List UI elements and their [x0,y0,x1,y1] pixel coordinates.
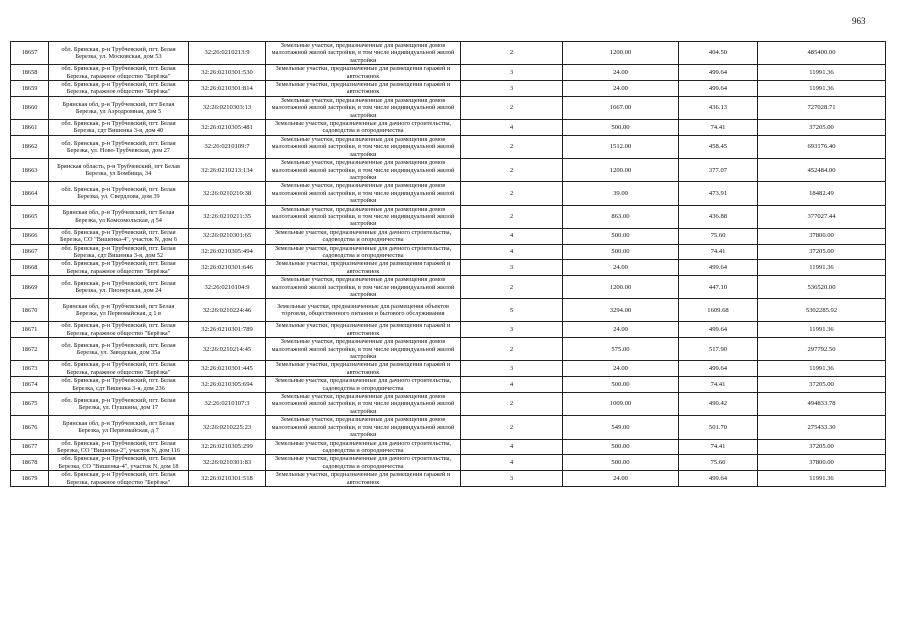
row-group: 2 [461,416,563,439]
page-number: 963 [852,16,866,26]
row-address: обл. Брянская, р-н Трубчевский, пгт. Белая Березка, гаражное общество "Берёзка" [49,322,189,338]
row-area: 24.00 [563,81,679,97]
row-specific-value: 501.70 [679,416,758,439]
row-land-use: Земельные участки, предназначенные для дачного строительства, садоводства и огородничества [266,439,461,455]
row-address: обл. Брянская, р-н Трубчевский, пгт. Белая Березка, гаражное общество "Берёзка" [49,65,189,81]
row-cadastral-number: 32:26:0210303:13 [189,96,266,119]
row-number: 18665 [11,205,49,228]
row-group: 3 [461,471,563,487]
row-specific-value: 490.42 [679,393,758,416]
row-area: 863.00 [563,205,679,228]
row-area: 500.00 [563,244,679,260]
row-group: 3 [461,65,563,81]
row-group: 3 [461,361,563,377]
row-specific-value: 499.64 [679,65,758,81]
table-row [11,416,886,439]
row-number: 18668 [11,260,49,276]
table-row [11,377,886,393]
row-cadastral-value: 727028.71 [758,96,886,119]
row-land-use: Земельные участки, предназначенные для размещения гаражей и автостоянок [266,65,461,81]
row-group: 4 [461,228,563,244]
row-cadastral-number: 32:26:0210301:814 [189,81,266,97]
row-address: Брянская обл, р-н Трубчевский, пгт Белая Березка, ул Комсомольская, д 54 [49,205,189,228]
row-address: Брянская область, р-н Трубчевский, пгт Белая Березка, ул Бомбища, 34 [49,159,189,182]
row-area: 24.00 [563,471,679,487]
row-group: 2 [461,135,563,158]
row-cadastral-number: 32:26:0210225:23 [189,416,266,439]
row-cadastral-value: 377027.44 [758,205,886,228]
row-cadastral-number: 32:26:0210305:481 [189,120,266,136]
row-cadastral-value: 11991.36 [758,81,886,97]
row-cadastral-value: 11991.36 [758,471,886,487]
row-address: обл. Брянская, р-н Трубчевский, пгт. Белая Березка, сдт Вишенка 3-я, дом 52 [49,244,189,260]
row-area: 1200.00 [563,276,679,299]
row-land-use: Земельные участки, предназначенные для дачного строительства, садоводства и огородничества [266,377,461,393]
row-address: Брянская обл, р-н Трубчевский, пгт Белая Березка, ул Аэродромная, дом 5 [49,96,189,119]
table-row [11,228,886,244]
row-specific-value: 404.50 [679,42,758,65]
row-address: обл. Брянская, р-н Трубчевский, пгт. Белая Березка, сдт Вишенка 3-я, дом 236 [49,377,189,393]
row-area: 1200.00 [563,159,679,182]
row-land-use: Земельные участки, предназначенные для размещения гаражей и автостоянок [266,361,461,377]
row-land-use: Земельные участки, предназначенные для размещения домов малоэтажной жилой застройки, в том числе индивидуальной жилой застройки [266,159,461,182]
row-cadastral-number: 32:26:0210301:518 [189,471,266,487]
row-area: 500.00 [563,120,679,136]
row-area: 1009.00 [563,393,679,416]
row-number: 18660 [11,96,49,119]
row-land-use: Земельные участки, предназначенные для размещения гаражей и автостоянок [266,322,461,338]
row-group: 3 [461,322,563,338]
row-number: 18663 [11,159,49,182]
row-address: обл. Брянская, р-н Трубчевский, пгт. Белая Березка, ул. Ново-Трубчевская, дом 27 [49,135,189,158]
row-land-use: Земельные участки, предназначенные для размещения домов малоэтажной жилой застройки, в том числе индивидуальной жилой застройки [266,96,461,119]
row-specific-value: 75.60 [679,455,758,471]
row-number: 18672 [11,338,49,361]
row-address: обл. Брянская, р-н Трубчевский, пгт. Белая Березка, гаражное общество "Берёзка" [49,471,189,487]
row-group: 2 [461,159,563,182]
row-area: 3294.00 [563,299,679,322]
row-cadastral-value: 18482.49 [758,182,886,205]
table-row [11,393,886,416]
row-number: 18661 [11,120,49,136]
row-group: 5 [461,299,563,322]
table-row [11,81,886,97]
row-cadastral-number: 32:26:0210210:38 [189,182,266,205]
row-area: 500.00 [563,377,679,393]
table-body [11,42,886,487]
row-specific-value: 517.90 [679,338,758,361]
row-cadastral-value: 37205.00 [758,439,886,455]
row-cadastral-number: 32:26:0210301:65 [189,228,266,244]
table-row [11,65,886,81]
row-specific-value: 75.60 [679,228,758,244]
row-area: 1667.00 [563,96,679,119]
row-land-use: Земельные участки, предназначенные для дачного строительства, садоводства и огородничества [266,244,461,260]
row-group: 3 [461,81,563,97]
row-address: Брянская обл, р-н Трубчевский, пгт Белая Березка, ул Первомайская, д 1 в [49,299,189,322]
row-cadastral-value: 494833.78 [758,393,886,416]
row-cadastral-value: 37205.00 [758,377,886,393]
row-number: 18677 [11,439,49,455]
row-group: 2 [461,205,563,228]
row-number: 18666 [11,228,49,244]
row-specific-value: 1609.68 [679,299,758,322]
row-land-use: Земельные участки, предназначенные для размещения домов малоэтажной жилой застройки, в том числе индивидуальной жилой застройки [266,416,461,439]
row-number: 18658 [11,65,49,81]
row-number: 18664 [11,182,49,205]
table-row [11,322,886,338]
row-area: 500.00 [563,228,679,244]
table-row [11,135,886,158]
row-address: обл. Брянская, р-н Трубчевский, пгт. Белая Березка, гаражное общество "Берёзка" [49,361,189,377]
table-row [11,182,886,205]
row-land-use: Земельные участки, предназначенные для размещения домов малоэтажной жилой застройки, в том числе индивидуальной жилой застройки [266,182,461,205]
row-cadastral-number: 32:26:0210305:694 [189,377,266,393]
table-row [11,42,886,65]
row-group: 4 [461,120,563,136]
table-row [11,120,886,136]
table-row [11,338,886,361]
row-area: 500.00 [563,455,679,471]
row-cadastral-number: 32:26:0210305:299 [189,439,266,455]
row-number: 18674 [11,377,49,393]
row-address: обл. Брянская, р-н Трубчевский, пгт. Белая Березка, ул. Свердлова, дом 39 [49,182,189,205]
row-group: 2 [461,338,563,361]
row-area: 1512.00 [563,135,679,158]
row-cadastral-value: 37800.00 [758,455,886,471]
row-address: обл. Брянская, р-н Трубчевский, пгт. Белая Березка, ул. Пионерская, дом 24 [49,276,189,299]
row-address: обл. Брянская, р-н Трубчевский, пгт. Белая Березка, ул. Московская, дом 53 [49,42,189,65]
row-address: обл. Брянская, р-н Трубчевский, пгт. Белая Березка, ул. Пушкина, дом 17 [49,393,189,416]
row-number: 18667 [11,244,49,260]
row-specific-value: 436.88 [679,205,758,228]
row-area: 24.00 [563,322,679,338]
row-area: 39.00 [563,182,679,205]
table-row [11,205,886,228]
row-address: Брянская обл, р-н Трубчевский, пгт Белая Березка, ул Первомайская, д 7 [49,416,189,439]
table-row [11,471,886,487]
table-row [11,260,886,276]
row-specific-value: 74.41 [679,244,758,260]
table-row [11,439,886,455]
row-land-use: Земельные участки, предназначенные для размещения гаражей и автостоянок [266,81,461,97]
row-cadastral-number: 32:26:0210104:9 [189,276,266,299]
row-cadastral-value: 37205.00 [758,120,886,136]
row-specific-value: 74.41 [679,439,758,455]
row-specific-value: 473.91 [679,182,758,205]
table-row [11,455,886,471]
row-cadastral-value: 297792.50 [758,338,886,361]
row-group: 4 [461,455,563,471]
row-specific-value: 377.07 [679,159,758,182]
row-cadastral-value: 37205.00 [758,244,886,260]
row-cadastral-number: 32:26:0210301:83 [189,455,266,471]
cadastral-value-table [10,41,886,487]
row-land-use: Земельные участки, предназначенные для размещения объектов торговли, общественного питания и бытового обслуживания [266,299,461,322]
row-address: обл. Брянская, р-н Трубчевский, пгт. Белая Березка, гаражное общество "Берёзка" [49,81,189,97]
row-number: 18673 [11,361,49,377]
row-area: 24.00 [563,260,679,276]
row-specific-value: 499.64 [679,322,758,338]
row-specific-value: 499.64 [679,471,758,487]
row-group: 2 [461,42,563,65]
row-number: 18669 [11,276,49,299]
row-cadastral-value: 11991.36 [758,322,886,338]
row-land-use: Земельные участки, предназначенные для дачного строительства, садоводства и огородничества [266,120,461,136]
row-number: 18678 [11,455,49,471]
row-cadastral-value: 536520.00 [758,276,886,299]
row-number: 18679 [11,471,49,487]
row-group: 4 [461,377,563,393]
row-cadastral-value: 452484.00 [758,159,886,182]
row-cadastral-value: 11991.36 [758,65,886,81]
row-area: 575.00 [563,338,679,361]
row-area: 1200.00 [563,42,679,65]
row-land-use: Земельные участки, предназначенные для размещения гаражей и автостоянок [266,471,461,487]
row-cadastral-value: 485400.00 [758,42,886,65]
row-group: 2 [461,182,563,205]
row-area: 24.00 [563,65,679,81]
row-specific-value: 74.41 [679,377,758,393]
row-cadastral-number: 32:26:0210301:646 [189,260,266,276]
row-address: обл. Брянская, р-н Трубчевский, пгт. Белая Березка, ул. Заводская, дом 35а [49,338,189,361]
table-row [11,361,886,377]
row-cadastral-number: 32:26:0210214:45 [189,338,266,361]
row-cadastral-number: 32:26:0210213:134 [189,159,266,182]
row-cadastral-number: 32:26:0210301:530 [189,65,266,81]
table-row [11,96,886,119]
row-cadastral-number: 32:26:0210301:789 [189,322,266,338]
row-specific-value: 458.45 [679,135,758,158]
row-address: обл. Брянская, р-н Трубчевский, пгт. Белая Березка, СО "Вишенка-4", участок N, дом 18 [49,455,189,471]
row-land-use: Земельные участки, предназначенные для размещения домов малоэтажной жилой застройки, в том числе индивидуальной жилой застройки [266,393,461,416]
row-group: 2 [461,393,563,416]
row-specific-value: 499.64 [679,260,758,276]
row-cadastral-value: 11991.36 [758,260,886,276]
row-land-use: Земельные участки, предназначенные для размещения домов малоэтажной жилой застройки, в том числе индивидуальной жилой застройки [266,135,461,158]
row-cadastral-number: 32:26:0210305:494 [189,244,266,260]
row-cadastral-value: 5302285.92 [758,299,886,322]
row-number: 18675 [11,393,49,416]
row-address: обл. Брянская, р-н Трубчевский, пгт. Белая Березка, гаражное общество "Берёзка" [49,260,189,276]
row-cadastral-value: 275433.30 [758,416,886,439]
row-cadastral-number: 32:26:0210107:3 [189,393,266,416]
row-cadastral-number: 32:26:0210224:46 [189,299,266,322]
row-area: 549.00 [563,416,679,439]
row-group: 4 [461,439,563,455]
row-number: 18659 [11,81,49,97]
table-row [11,299,886,322]
row-address: обл. Брянская, р-н Трубчевский, пгт. Белая Березка, СО "Вишенка-2", участок N, дом 116 [49,439,189,455]
row-land-use: Земельные участки, предназначенные для размещения домов малоэтажной жилой застройки, в том числе индивидуальной жилой застройки [266,338,461,361]
row-cadastral-number: 32:26:0210109:7 [189,135,266,158]
row-cadastral-value: 11991.36 [758,361,886,377]
row-area: 500.00 [563,439,679,455]
row-cadastral-value: 37800.00 [758,228,886,244]
row-number: 18670 [11,299,49,322]
row-address: обл. Брянская, р-н Трубчевский, пгт. Белая Березка, СО "Вишенка-4", участок N, дом 6 [49,228,189,244]
row-specific-value: 74.41 [679,120,758,136]
row-group: 4 [461,244,563,260]
row-specific-value: 499.64 [679,81,758,97]
row-number: 18671 [11,322,49,338]
row-land-use: Земельные участки, предназначенные для размещения домов малоэтажной жилой застройки, в том числе индивидуальной жилой застройки [266,42,461,65]
row-group: 3 [461,260,563,276]
row-land-use: Земельные участки, предназначенные для дачного строительства, садоводства и огородничества [266,228,461,244]
row-number: 18676 [11,416,49,439]
row-cadastral-number: 32:26:0210213:9 [189,42,266,65]
row-cadastral-number: 32:26:0210211:35 [189,205,266,228]
row-specific-value: 447.10 [679,276,758,299]
table-row [11,244,886,260]
row-cadastral-number: 32:26:0210301:445 [189,361,266,377]
row-group: 2 [461,276,563,299]
row-area: 24.00 [563,361,679,377]
row-land-use: Земельные участки, предназначенные для размещения домов малоэтажной жилой застройки, в том числе индивидуальной жилой застройки [266,276,461,299]
table-row [11,276,886,299]
row-land-use: Земельные участки, предназначенные для размещения домов малоэтажной жилой застройки, в том числе индивидуальной жилой застройки [266,205,461,228]
row-land-use: Земельные участки, предназначенные для размещения гаражей и автостоянок [266,260,461,276]
row-number: 18657 [11,42,49,65]
row-cadastral-value: 693176.40 [758,135,886,158]
row-group: 2 [461,96,563,119]
table-row [11,159,886,182]
row-number: 18662 [11,135,49,158]
row-land-use: Земельные участки, предназначенные для дачного строительства, садоводства и огородничества [266,455,461,471]
row-specific-value: 436.13 [679,96,758,119]
row-specific-value: 499.64 [679,361,758,377]
row-address: обл. Брянская, р-н Трубчевский, пгт. Белая Березка, сдт Вишенка 3-я, дом 40 [49,120,189,136]
